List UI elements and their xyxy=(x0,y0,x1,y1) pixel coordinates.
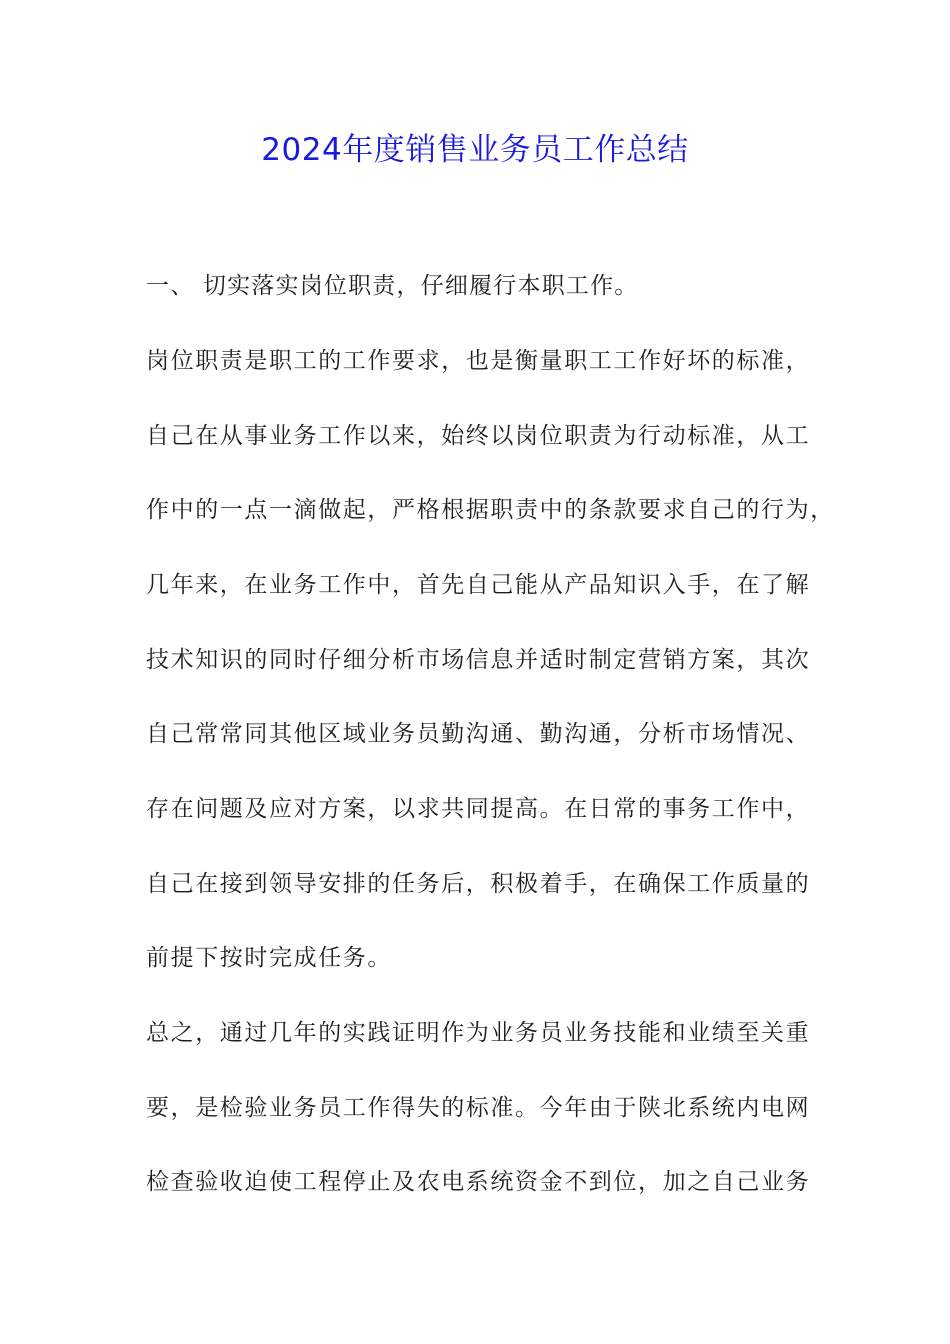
paragraph-line: 自己常常同其他区域业务员勤沟通、勤沟通，分析市场情况、 xyxy=(146,721,811,747)
paragraph-line: 要，是检验业务员工作得失的标准。今年由于陕北系统内电网 xyxy=(146,1095,811,1121)
paragraph-line: 作中的一点一滴做起，严格根据职责中的条款要求自己的行为， xyxy=(146,497,835,523)
paragraph-line: 前提下按时完成任务。 xyxy=(146,945,392,971)
document-title: 2024年度销售业务员工作总结 xyxy=(261,132,689,168)
paragraph-line: 自己在接到领导安排的任务后，积极着手，在确保工作质量的 xyxy=(146,871,811,897)
section-heading: 一、 切实落实岗位职责，仔细履行本职工作。 xyxy=(146,273,639,299)
paragraph-line: 自己在从事业务工作以来，始终以岗位职责为行动标准，从工 xyxy=(146,423,811,449)
paragraph-line: 检查验收迫使工程停止及农电系统资金不到位，加之自己业务 xyxy=(146,1169,811,1195)
paragraph-line: 总之，通过几年的实践证明作为业务员业务技能和业绩至关重 xyxy=(146,1020,811,1046)
paragraph-line: 几年来，在业务工作中，首先自己能从产品知识入手，在了解 xyxy=(146,572,811,598)
paragraph-line: 存在问题及应对方案，以求共同提高。在日常的事务工作中， xyxy=(146,796,811,822)
paragraph-line: 岗位职责是职工的工作要求，也是衡量职工工作好坏的标准， xyxy=(146,348,811,374)
paragraph-line: 技术知识的同时仔细分析市场信息并适时制定营销方案，其次 xyxy=(146,647,811,673)
